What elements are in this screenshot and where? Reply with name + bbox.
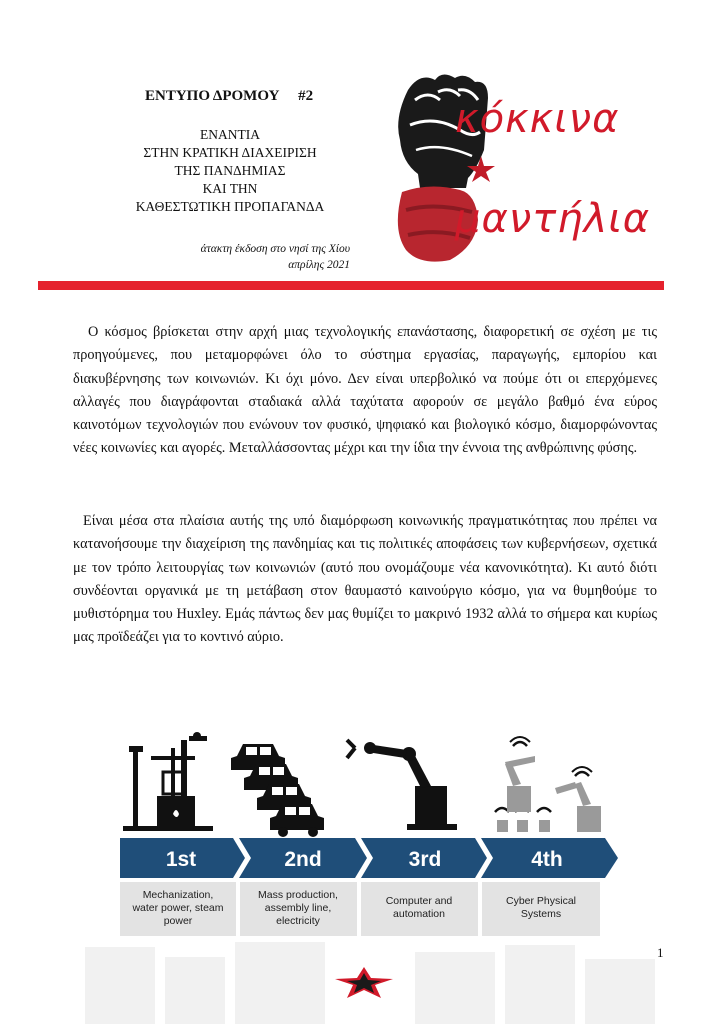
stage-1-label: 1st — [165, 848, 197, 871]
stage-1-caption: Mechanization, — [142, 889, 214, 901]
robot-arm-icon — [347, 740, 457, 830]
edition-info — [150, 241, 350, 273]
body-paragraph-2: Είναι μέσα στα πλαίσια αυτής της υπό διαμόρφωση κοινωνικής πραγματικότητας που πρέπει να κατανοήσουμε την διαχείριση της πανδημίας και τις πολιτικές αποφάσεις των κυβερνήσεων, σχετικά με τον τρόπο λειτουργίας των κοινωνιών (αυτό που ονομάζουμε νέα κανονικότητα). Κι αυτό διότι συνδέονται οργανικά με τη μετάβαση στον θαυμαστό καινούργιο κόσμο, για να θυμηθούμε το μυθιστόρημα του Huxley. Εμάς πάντως δεν μας θυμίζει το μακρινό 1932 αλλά το σήμερα και κυρίως μας προϊδεάζει για το κοντινό αύριο. — [73, 513, 657, 646]
stage-4-label: 4th — [531, 848, 563, 871]
stage-3-caption: Computer and — [385, 895, 453, 907]
subtitle-line: ΚΑΘΕΣΤΩΤΙΚΗ ΠΡΟΠΑΓΑΝΔΑ — [135, 199, 325, 214]
edition-line: άτακτη έκδοση στο νησί της Χίου — [200, 243, 350, 255]
page-number: 1 — [657, 945, 664, 960]
logo-word-1: κόκκινα — [455, 96, 620, 142]
stage-3-label: 3rd — [408, 848, 442, 871]
stage-2-caption: Mass production, — [258, 889, 338, 901]
edition-date: απρίλης 2021 — [288, 259, 350, 271]
leaflet-title: ΕΝΤΥΠΟ ΔΡΟΜΟΥ #2 — [145, 88, 314, 104]
red-divider — [38, 281, 664, 290]
body-paragraph-1: Ο κόσμος βρίσκεται στην αρχή μιας τεχνολογικής επανάστασης, διαφορετική σε σχέση με τις προηγούμενες, που μεταμορφώνει όλο το σύστημα εργασίας, παραγωγής, εμπορίου και διακυβέρνησης των κοινωνιών. Κι όχι μόνο. Δεν είναι υπερβολικό να πούμε ότι οι επερχόμενες αλλαγές που διαγράφονται σταδιακά αλλά ταχύτατα αφορούν σε μεγάλο βαθμό ένα εύρος καινοτόμων τεχνολογιών που ενώνουν τον φυσικό, ψηφιακό και βιολογικό κόσμο, διαμορφώνοντας νέες κοινωνίες και αγορές. Μεταλλάσσοντας μέχρι και την ίδια την έννοια της ανθρώπινης φύσης. — [73, 324, 657, 457]
footer-star-icon — [333, 965, 395, 1000]
stage-2-label: 2nd — [284, 848, 322, 871]
leaflet-subtitle — [100, 126, 360, 216]
stage-1-caption: power — [163, 915, 193, 927]
stage-2-caption: electricity — [276, 915, 320, 927]
stage-4-caption: Cyber Physical — [505, 895, 577, 907]
steam-engine-icon — [123, 732, 213, 831]
stage-3-caption: automation — [393, 908, 445, 920]
subtitle-line: ΣΤΗΝ ΚΡΑΤΙΚΗ ΔΙΑΧΕΙΡΙΣΗ — [143, 145, 317, 160]
industrial-revolution-figure — [115, 726, 620, 936]
connected-robots-icon — [495, 737, 601, 832]
cars-assembly-icon — [231, 744, 324, 837]
logo-word-2: μαντήλια — [455, 196, 651, 242]
subtitle-line: ΕΝΑΝΤΙΑ — [200, 127, 260, 142]
subtitle-line: ΤΗΣ ΠΑΝΔΗΜΙΑΣ — [174, 163, 286, 178]
stage-4-caption: Systems — [520, 908, 562, 920]
stage-2-caption: assembly line, — [264, 902, 332, 914]
subtitle-line: ΚΑΙ ΤΗΝ — [202, 181, 258, 196]
stage-1-caption: water power, steam — [132, 902, 224, 914]
